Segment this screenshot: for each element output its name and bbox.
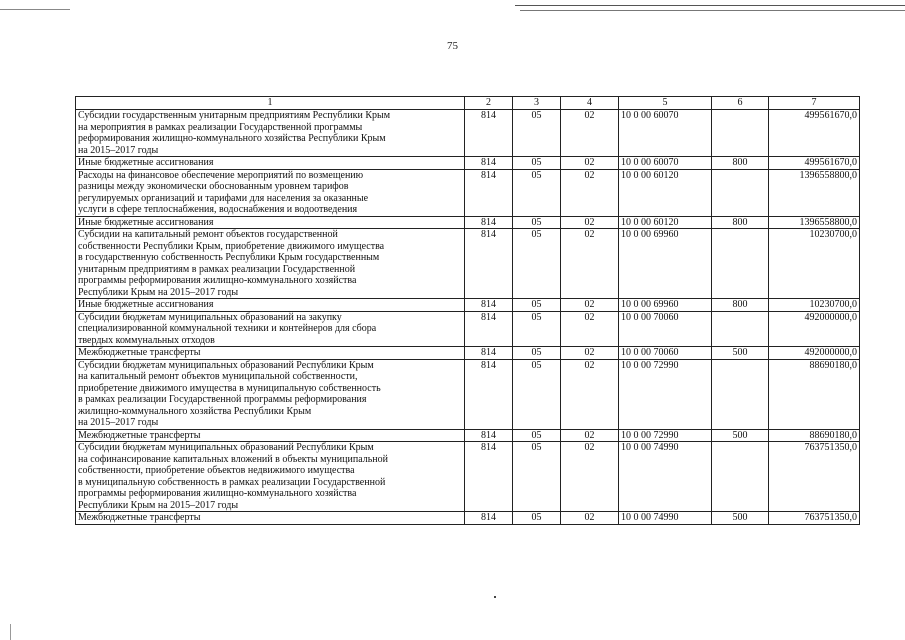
item-name-line: жилищно-коммунального хозяйства Республики Крым [78, 405, 312, 417]
expense-type: 800 [712, 157, 769, 170]
section-code: 05 [513, 359, 561, 429]
expense-type: 500 [712, 512, 769, 525]
expense-type [712, 229, 769, 299]
item-name-line: Расходы на финансовое обеспечение мероприятий по возмещению [78, 169, 364, 181]
scan-mark-left [10, 624, 11, 640]
subsection-code: 02 [561, 110, 619, 157]
subsection-code: 02 [561, 157, 619, 170]
section-code: 05 [513, 110, 561, 157]
target-article: 10 0 00 70060 [619, 347, 712, 360]
item-name [76, 512, 465, 525]
target-article: 10 0 00 72990 [619, 359, 712, 429]
section-code: 05 [513, 311, 561, 347]
item-name [76, 110, 465, 157]
section-code: 05 [513, 299, 561, 312]
amount: 1396558800,0 [769, 216, 860, 229]
subsection-code: 02 [561, 347, 619, 360]
budget-table [75, 96, 860, 525]
item-name-line: разницы между экономически обоснованным уровнем тарифов [78, 181, 349, 192]
section-code: 05 [513, 157, 561, 170]
item-name-line: Межбюджетные трансферты [78, 347, 201, 358]
page-number: 75 [447, 40, 458, 52]
item-name-line: унитарным предприятиям в рамках реализации Государственной [78, 263, 356, 275]
table-row [76, 157, 860, 170]
item-name-line: Межбюджетные трансферты [78, 512, 201, 523]
target-article: 10 0 00 69960 [619, 229, 712, 299]
item-name-line: Субсидии бюджетам муниципальных образований Республики Крым [78, 442, 374, 453]
scan-line-top-right [515, 5, 905, 6]
header-col-6: 6 [712, 97, 769, 110]
item-name-line: на мероприятия в рамках реализации Государственной программы [78, 121, 363, 133]
ministry-code: 814 [465, 216, 513, 229]
item-name-line: Субсидии на капитальный ремонт объектов государственной [78, 229, 338, 240]
item-name-line: в государственную собственность Республики Крым государственным [78, 252, 380, 263]
subsection-code: 02 [561, 442, 619, 512]
item-name-line: Республики Крым на 2015–2017 годы [78, 286, 239, 298]
amount: 499561670,0 [769, 157, 860, 170]
table-row [76, 169, 860, 216]
item-name-line: услуги в сфере теплоснабжения, водоснабжения и водоотведения [78, 204, 358, 215]
amount: 88690180,0 [769, 429, 860, 442]
item-name [76, 229, 465, 299]
section-code: 05 [513, 169, 561, 216]
ministry-code: 814 [465, 359, 513, 429]
amount: 10230700,0 [769, 299, 860, 312]
item-name-line: собственности, приобретение объектов недвижимого имущества [78, 465, 355, 476]
header-row [76, 97, 860, 110]
item-name-line: на 2015–2017 годы [78, 144, 159, 156]
item-name [76, 347, 465, 360]
header-col-3: 3 [513, 97, 561, 110]
section-code: 05 [513, 347, 561, 360]
item-name-line: регулируемых организаций и тарифами для населения за оказанные [78, 192, 369, 204]
ministry-code: 814 [465, 311, 513, 347]
expense-type [712, 110, 769, 157]
table-row [76, 359, 860, 429]
table-row [76, 512, 860, 525]
section-code: 05 [513, 512, 561, 525]
item-name-line: реформирования жилищно-коммунального хозяйства Республики Крым [78, 133, 386, 144]
table-row [76, 229, 860, 299]
item-name-line: Субсидии государственным унитарным предприятиям Республики Крым [78, 110, 391, 121]
table-row [76, 110, 860, 157]
subsection-code: 02 [561, 216, 619, 229]
subsection-code: 02 [561, 169, 619, 216]
item-name-line: Межбюджетные трансферты [78, 429, 201, 441]
subsection-code: 02 [561, 229, 619, 299]
target-article: 10 0 00 60120 [619, 169, 712, 216]
item-name-line: собственности Республики Крым, приобретение движимого имущества [78, 240, 385, 252]
amount: 763751350,0 [769, 512, 860, 525]
target-article: 10 0 00 74990 [619, 442, 712, 512]
subsection-code: 02 [561, 359, 619, 429]
item-name-line: Иные бюджетные ассигнования [78, 216, 214, 228]
item-name-line: твердых коммунальных отходов [78, 334, 215, 346]
header-col-5: 5 [619, 97, 712, 110]
item-name [76, 442, 465, 512]
item-name [76, 299, 465, 312]
table-body [76, 110, 860, 525]
item-name-line: специализированной коммунальной техники и контейнеров для сбора [78, 323, 377, 334]
ministry-code: 814 [465, 429, 513, 442]
amount: 492000000,0 [769, 311, 860, 347]
item-name-line: Республики Крым на 2015–2017 годы [78, 499, 239, 511]
target-article: 10 0 00 74990 [619, 512, 712, 525]
subsection-code: 02 [561, 512, 619, 525]
amount: 763751350,0 [769, 442, 860, 512]
section-code: 05 [513, 229, 561, 299]
item-name-line: Субсидии бюджетам муниципальных образований Республики Крым [78, 359, 374, 371]
item-name-line: в муниципальную собственность в рамках реализации Государственной [78, 476, 386, 488]
expense-type [712, 442, 769, 512]
ministry-code: 814 [465, 157, 513, 170]
item-name [76, 157, 465, 170]
amount: 10230700,0 [769, 229, 860, 299]
item-name-line: Иные бюджетные ассигнования [78, 299, 214, 310]
ministry-code: 814 [465, 169, 513, 216]
table-row [76, 299, 860, 312]
target-article: 10 0 00 70060 [619, 311, 712, 347]
table-row [76, 347, 860, 360]
item-name-line: программы реформирования жилищно-коммунального хозяйства [78, 275, 357, 286]
amount: 88690180,0 [769, 359, 860, 429]
item-name-line: на капитальный ремонт объектов муниципальной собственности, [78, 371, 358, 382]
item-name-line: Иные бюджетные ассигнования [78, 157, 214, 168]
expense-type [712, 169, 769, 216]
section-code: 05 [513, 429, 561, 442]
ministry-code: 814 [465, 347, 513, 360]
section-code: 05 [513, 442, 561, 512]
table-row [76, 216, 860, 229]
ministry-code: 814 [465, 299, 513, 312]
item-name [76, 169, 465, 216]
scan-mark-bottom [494, 596, 496, 598]
subsection-code: 02 [561, 311, 619, 347]
item-name-line: Субсидии бюджетам муниципальных образований на закупку [78, 311, 342, 323]
header-col-2: 2 [465, 97, 513, 110]
scan-line-top-right-2 [520, 10, 905, 11]
target-article: 10 0 00 69960 [619, 299, 712, 312]
target-article: 10 0 00 60070 [619, 157, 712, 170]
item-name-line: в рамках реализации Государственной программы реформирования [78, 394, 367, 405]
amount: 492000000,0 [769, 347, 860, 360]
subsection-code: 02 [561, 299, 619, 312]
amount: 499561670,0 [769, 110, 860, 157]
expense-type: 500 [712, 429, 769, 442]
header-col-7: 7 [769, 97, 860, 110]
expense-type [712, 311, 769, 347]
item-name-line: на 2015–2017 годы [78, 417, 159, 428]
expense-type [712, 359, 769, 429]
expense-type: 500 [712, 347, 769, 360]
ministry-code: 814 [465, 512, 513, 525]
subsection-code: 02 [561, 429, 619, 442]
header-col-1: 1 [76, 97, 465, 110]
target-article: 10 0 00 72990 [619, 429, 712, 442]
scan-line-top-left [0, 9, 70, 10]
header-col-4: 4 [561, 97, 619, 110]
table-row [76, 442, 860, 512]
ministry-code: 814 [465, 442, 513, 512]
item-name [76, 311, 465, 347]
item-name [76, 216, 465, 229]
target-article: 10 0 00 60070 [619, 110, 712, 157]
item-name-line: на софинансирование капитальных вложений в объекты муниципальной [78, 453, 388, 465]
amount: 1396558800,0 [769, 169, 860, 216]
table-row [76, 429, 860, 442]
target-article: 10 0 00 60120 [619, 216, 712, 229]
expense-type: 800 [712, 216, 769, 229]
ministry-code: 814 [465, 110, 513, 157]
item-name-line: программы реформирования жилищно-коммунального хозяйства [78, 488, 357, 499]
section-code: 05 [513, 216, 561, 229]
expense-type: 800 [712, 299, 769, 312]
item-name-line: приобретение движимого имущества в муниципальную собственность [78, 382, 381, 394]
item-name [76, 429, 465, 442]
table-row [76, 311, 860, 347]
item-name [76, 359, 465, 429]
ministry-code: 814 [465, 229, 513, 299]
